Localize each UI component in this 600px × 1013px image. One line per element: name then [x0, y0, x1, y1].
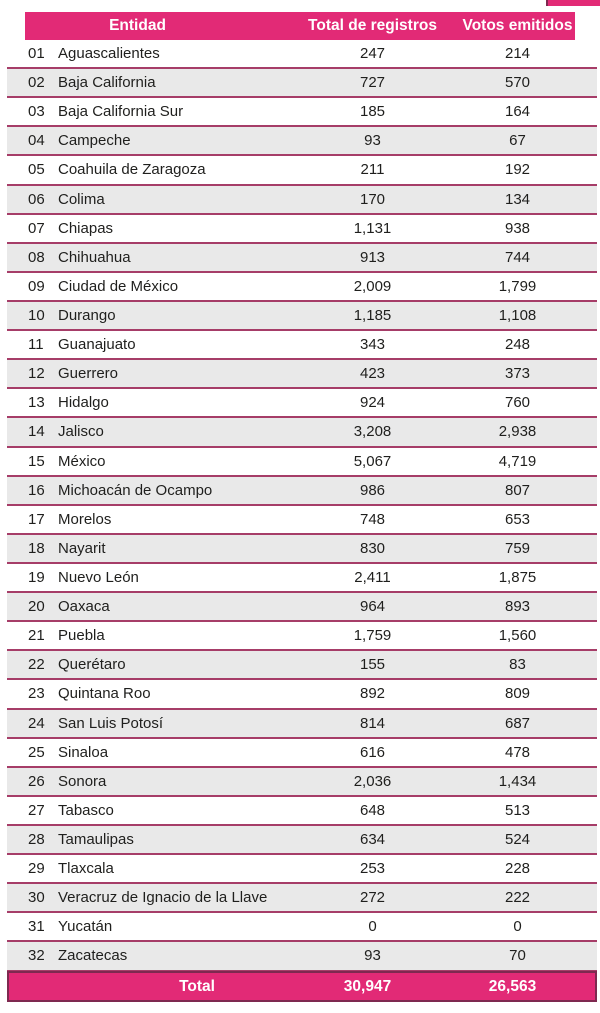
table-row [7, 593, 597, 622]
registros-value: 185 [359, 103, 386, 121]
entidad-name: Tabasco [58, 801, 114, 819]
registros-value: 211 [360, 161, 385, 179]
table-row [7, 302, 597, 331]
table-row [7, 244, 597, 273]
votos-value: 759 [504, 539, 531, 557]
votos-value: 687 [504, 714, 531, 732]
table-row [7, 855, 597, 884]
votos-value: 1,560 [498, 627, 537, 645]
table-row [7, 477, 597, 506]
entidad-name: Hidalgo [58, 394, 109, 412]
total-label: Total [179, 977, 215, 995]
table-row [7, 127, 597, 156]
registros-value: 1,131 [353, 219, 392, 237]
table-header-row [25, 12, 575, 40]
table-row [7, 40, 597, 69]
row-number: 05 [28, 161, 45, 179]
votos-value: 653 [504, 510, 531, 528]
entidad-name: Tamaulipas [58, 831, 134, 848]
table-row [7, 535, 597, 564]
row-number: 10 [28, 307, 45, 325]
registros-value: 913 [359, 248, 386, 266]
table-row [7, 768, 597, 797]
table-row [7, 331, 597, 360]
table-row [7, 389, 597, 418]
table-row [7, 710, 597, 739]
row-number: 12 [28, 365, 45, 383]
row-number: 01 [28, 45, 45, 63]
entidad-name: Campeche [58, 132, 131, 150]
registros-value: 986 [359, 481, 386, 499]
row-number: 20 [28, 598, 45, 616]
votos-value: 192 [504, 161, 531, 179]
row-number: 18 [28, 539, 45, 557]
table-body [7, 40, 597, 972]
entidad-name: Ciudad de México [58, 277, 179, 295]
registros-value: 748 [359, 510, 386, 528]
votos-value: 248 [504, 336, 531, 354]
cropped-pink-fragment [546, 0, 600, 6]
row-number: 13 [28, 394, 45, 412]
entidad-name: Nayarit [58, 539, 106, 557]
votos-value: 524 [504, 831, 531, 848]
registros-value: 648 [359, 801, 386, 819]
votos-value: 222 [504, 889, 531, 907]
row-number: 19 [28, 569, 45, 587]
table-row [7, 651, 597, 680]
votos-value: 214 [504, 45, 531, 63]
registros-value: 2,009 [353, 277, 392, 295]
registros-value: 2,036 [353, 772, 392, 790]
row-number: 09 [28, 277, 45, 295]
votos-value: 807 [504, 481, 531, 499]
table-row [7, 739, 597, 768]
row-number: 22 [28, 656, 45, 674]
entidad-name: Jalisco [58, 423, 104, 441]
registros-value: 93 [364, 132, 381, 150]
table-row [7, 69, 597, 98]
row-number: 03 [28, 103, 45, 121]
votos-value: 83 [509, 656, 526, 674]
votos-value: 134 [504, 190, 531, 208]
entidad-name: Michoacán de Ocampo [58, 481, 213, 499]
row-number: 15 [28, 452, 45, 470]
row-number: 23 [28, 685, 45, 703]
registros-value: 616 [359, 743, 386, 761]
votos-value: 760 [504, 394, 531, 412]
entidad-name: Guerrero [58, 365, 119, 383]
table-row [7, 506, 597, 535]
votos-value: 228 [504, 860, 531, 878]
votos-value: 70 [509, 947, 526, 965]
table-row [7, 942, 597, 971]
registros-value: 924 [359, 394, 386, 412]
registros-value: 634 [359, 831, 386, 848]
table-total-row [7, 971, 597, 1002]
registros-value: 272 [359, 889, 386, 907]
entidad-name: Veracruz de Ignacio de la Llave [58, 889, 268, 907]
table-row [7, 273, 597, 302]
row-number: 24 [28, 714, 45, 732]
registros-value: 343 [359, 336, 386, 354]
votos-value: 2,938 [498, 423, 537, 441]
table-row [7, 448, 597, 477]
registros-value: 814 [359, 714, 386, 732]
row-number: 02 [28, 74, 45, 92]
entidad-name: México [58, 452, 106, 470]
table-row [7, 564, 597, 593]
table-row [7, 884, 597, 913]
entidad-name: Querétaro [58, 656, 126, 674]
entidad-name: Puebla [58, 627, 105, 645]
table-row [7, 98, 597, 127]
registros-value: 155 [359, 656, 386, 674]
row-number: 14 [28, 423, 45, 441]
registros-value: 2,411 [354, 569, 391, 587]
registros-value: 93 [364, 947, 381, 965]
row-number: 26 [28, 772, 45, 790]
entidad-name: Oaxaca [58, 598, 110, 616]
table-row [7, 156, 597, 185]
row-number: 17 [28, 510, 45, 528]
entidad-name: Baja California [58, 74, 156, 92]
row-number: 07 [28, 219, 45, 237]
entidad-name: San Luis Potosí [58, 714, 164, 732]
entidad-name: Guanajuato [58, 336, 136, 354]
row-number: 31 [28, 918, 45, 936]
votos-value: 513 [504, 801, 531, 819]
row-number: 25 [28, 743, 45, 761]
entidad-name: Chihuahua [58, 248, 131, 266]
entidad-name: Sonora [58, 772, 107, 790]
row-number: 32 [28, 947, 45, 965]
entidad-name: Nuevo León [58, 569, 139, 587]
table-row [7, 622, 597, 651]
votos-value: 938 [504, 219, 531, 237]
votos-value: 1,108 [498, 307, 537, 325]
registros-value: 892 [359, 685, 386, 703]
registros-value: 247 [359, 45, 386, 63]
row-number: 04 [28, 132, 45, 150]
row-number: 29 [28, 860, 45, 878]
total-registros-value: 30,947 [343, 977, 392, 995]
row-number: 27 [28, 801, 45, 819]
votos-value: 809 [504, 685, 531, 703]
table-row [7, 913, 597, 942]
registros-value: 423 [359, 365, 386, 383]
registros-value: 0 [368, 918, 377, 936]
votos-value: 570 [504, 74, 531, 92]
entidad-name: Baja California Sur [58, 103, 184, 121]
registros-value: 1,759 [353, 627, 392, 645]
registros-value: 3,208 [353, 423, 392, 441]
row-number: 06 [28, 190, 45, 208]
registros-value: 253 [359, 860, 386, 878]
votos-value: 4,719 [498, 452, 537, 470]
registros-value: 5,067 [353, 452, 392, 470]
table-row [7, 680, 597, 709]
row-number: 21 [28, 627, 45, 645]
registros-value: 170 [359, 190, 386, 208]
row-number: 08 [28, 248, 45, 266]
registros-value: 964 [359, 598, 386, 616]
votos-value: 893 [504, 598, 531, 616]
table-row [7, 797, 597, 826]
votos-value: 373 [504, 365, 531, 383]
entidad-name: Quintana Roo [58, 685, 151, 703]
table-row [7, 826, 597, 855]
entidad-name: Tlaxcala [58, 860, 114, 878]
row-number: 30 [28, 889, 45, 907]
votos-value: 0 [513, 918, 522, 936]
entidad-name: Yucatán [58, 918, 113, 936]
votos-value: 164 [504, 103, 531, 121]
row-number: 11 [28, 336, 44, 354]
column-header-votos-emitidos: Votos emitidos [462, 17, 573, 34]
column-header-entidad: Entidad [109, 17, 166, 34]
entidad-name: Colima [58, 190, 105, 208]
table-row [7, 186, 597, 215]
entidad-name: Durango [58, 307, 116, 325]
entidad-name: Sinaloa [58, 743, 109, 761]
votos-value: 744 [504, 248, 531, 266]
column-header-total-registros: Total de registros [308, 17, 437, 34]
votos-value: 478 [504, 743, 531, 761]
entidad-name: Zacatecas [58, 947, 128, 965]
entidad-name: Chiapas [58, 219, 114, 237]
row-number: 28 [28, 831, 45, 848]
table-row [7, 360, 597, 389]
registros-value: 830 [359, 539, 386, 557]
table-row [7, 418, 597, 447]
votos-value: 1,434 [498, 772, 537, 790]
entidad-name: Coahuila de Zaragoza [58, 161, 206, 179]
votos-value: 1,875 [498, 569, 537, 587]
votos-value: 67 [509, 132, 526, 150]
total-votos-value: 26,563 [488, 977, 537, 995]
registros-value: 727 [359, 74, 386, 92]
table-row [7, 215, 597, 244]
entidad-name: Aguascalientes [58, 45, 160, 63]
registros-value: 1,185 [353, 307, 392, 325]
entidad-name: Morelos [58, 510, 112, 528]
row-number: 16 [28, 481, 45, 499]
votos-value: 1,799 [498, 277, 537, 295]
